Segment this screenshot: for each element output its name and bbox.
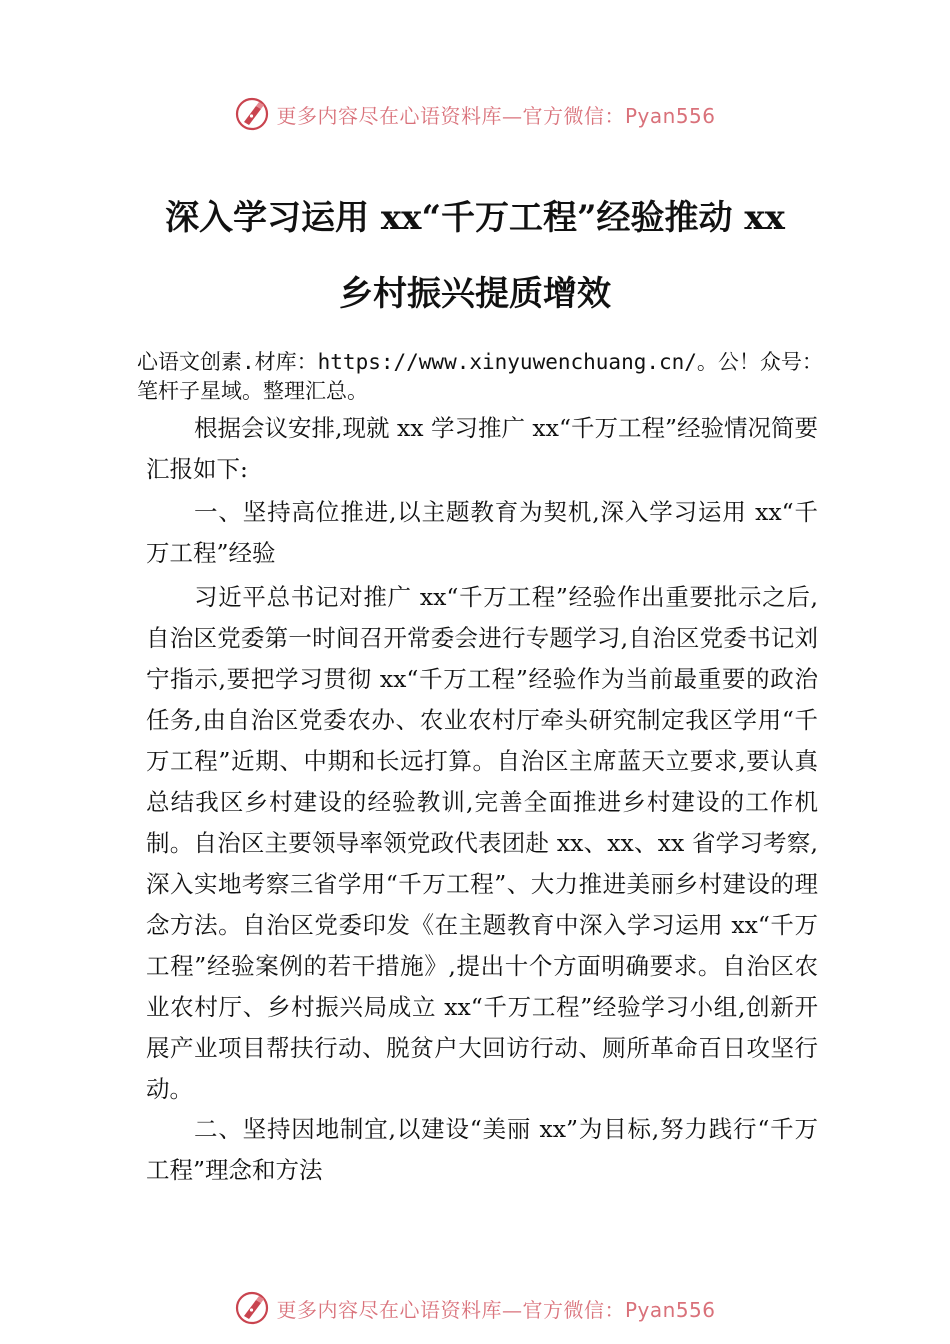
document-title-line1: 深入学习运用 xx“千万工程”经验推动 xx bbox=[165, 198, 785, 238]
body-paragraph-1: 习近平总书记对推广 xx“千万工程”经验作出重要批示之后,自治区党委第一时间召开常委会进行专题学习,自治区党委书记刘宁指示,要把学习贯彻 xx“千万工程”经验作为当前最重要的政治任务,由自治区党委农办、农业农村厅牵头研究制定我区学用“千万工程”近期、中期和长远打算。自治区主席蓝天立要求,要认真总结我区乡村建设的经验教训,完善全面推进乡村建设的工作机制。自治区主要领导率领党政代表团赴 xx、xx、xx 省学习考察,深入实地考察三省学用“千万工程”、大力推进美丽乡村建设的理念方法。自治区党委印发《在主题教育中深入学习运用 xx“千万工程”经验案例的若干措施》,提出十个方面明确要求。自治区农业农村厅、乡村振兴局成立 xx“千万工程”经验学习小组,创新开展产业项目帮扶行动、脱贫户大回访行动、厕所革命百日攻坚行动。 bbox=[146, 583, 818, 1103]
intro-paragraph: 根据会议安排,现就 xx 学习推广 xx“千万工程”经验情况简要汇报如下: bbox=[146, 414, 818, 483]
wechat-id: Pyan556 bbox=[624, 1297, 716, 1322]
document-title-line2: 乡村振兴提质增效 bbox=[339, 274, 611, 314]
section-heading-2: 二、坚持因地制宜,以建设“美丽 xx”为目标,努力践行“千万工程”理念和方法 bbox=[146, 1115, 818, 1184]
pen-nib-logo-icon bbox=[234, 1290, 270, 1326]
section-heading-1: 一、坚持高位推进,以主题教育为契机,深入学习运用 xx“千万工程”经验 bbox=[146, 498, 818, 567]
wechat-id: Pyan556 bbox=[624, 103, 716, 128]
footer-banner bbox=[0, 1286, 950, 1330]
banner-text: 更多内容尽在心语资料库—官方微信：Pyan556 bbox=[276, 103, 716, 128]
pen-nib-logo-icon bbox=[234, 96, 270, 132]
source-note: 心语文创素.材库：https://www.xinyuwenchuang.cn/。公！众号：笔杆子星域。整理汇总。 bbox=[137, 350, 823, 403]
banner-text: 更多内容尽在心语资料库—官方微信：Pyan556 bbox=[276, 1297, 716, 1322]
header-banner bbox=[0, 92, 950, 136]
